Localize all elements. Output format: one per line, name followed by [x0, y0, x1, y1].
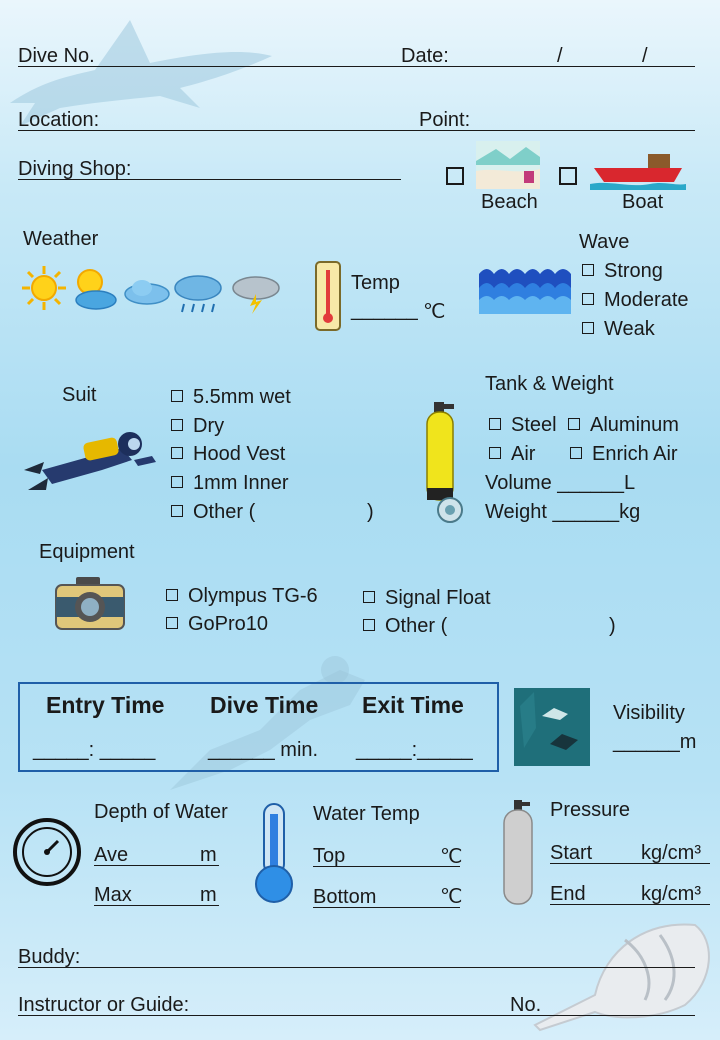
boat-label: Boat — [622, 191, 664, 213]
pressure-tank-icon — [498, 800, 538, 906]
depth-ave-line[interactable] — [94, 865, 219, 866]
point-label: Point: — [419, 109, 471, 131]
thunder-icon — [230, 272, 282, 316]
tank-enrich-checkbox[interactable] — [570, 447, 582, 459]
wave-label: Wave — [579, 231, 630, 253]
suit-checkbox-3[interactable] — [171, 447, 183, 459]
date-label: Date: — [401, 45, 449, 67]
suit-option-2[interactable]: Dry — [171, 414, 224, 438]
date-slash-2: / — [642, 45, 648, 67]
tank-steel-option[interactable]: Steel — [489, 413, 557, 437]
boat-checkbox[interactable] — [559, 167, 577, 185]
dive-no-label: Dive No. — [18, 45, 95, 67]
tank-air-checkbox[interactable] — [489, 447, 501, 459]
water-bottom-unit: ℃ — [440, 886, 463, 908]
suit-option-5[interactable]: Other ( — [171, 500, 255, 524]
water-bottom-line[interactable] — [313, 907, 460, 908]
depth-ave-unit: m — [200, 844, 217, 866]
date-slash-1: / — [557, 45, 563, 67]
depth-gauge-icon — [12, 817, 82, 887]
wave-strong-checkbox[interactable] — [582, 264, 594, 276]
tank-steel-checkbox[interactable] — [489, 418, 501, 430]
entry-time-blank[interactable]: _____: _____ — [33, 739, 156, 761]
wave-option-strong[interactable]: Strong — [582, 259, 663, 283]
equipment-option-3[interactable]: Signal Float — [363, 586, 491, 610]
beach-checkbox[interactable] — [446, 167, 464, 185]
location-line[interactable] — [18, 130, 695, 131]
tank-enrich-option[interactable]: Enrich Air — [570, 442, 678, 466]
camera-icon — [54, 575, 126, 631]
suit-other-close: ) — [367, 501, 374, 523]
location-label: Location: — [18, 109, 100, 131]
water-top-unit: ℃ — [440, 846, 463, 868]
equipment-label: Equipment — [39, 541, 135, 563]
equipment-checkbox-3[interactable] — [363, 591, 375, 603]
beach-icon — [476, 141, 540, 189]
water-temp-label: Water Temp — [313, 803, 420, 825]
tank-weight[interactable]: Weight ______kg — [485, 501, 641, 523]
wave-icon — [479, 264, 571, 314]
depth-max-line[interactable] — [94, 905, 219, 906]
dive-time-label: Dive Time — [210, 692, 319, 718]
suit-checkbox-4[interactable] — [171, 476, 183, 488]
exit-time-blank[interactable]: _____:_____ — [356, 739, 473, 761]
pressure-end-label: End — [550, 883, 586, 905]
water-top-label: Top — [313, 845, 346, 867]
pressure-end-unit: kg/cm³ — [641, 883, 701, 905]
beach-label: Beach — [481, 191, 538, 213]
pressure-start-unit: kg/cm³ — [641, 842, 701, 864]
equipment-other-close: ) — [609, 615, 616, 637]
instructor-no-label: No. — [510, 994, 542, 1016]
pressure-start-line[interactable] — [550, 863, 710, 864]
suit-option-3[interactable]: Hood Vest — [171, 442, 285, 466]
suit-checkbox-5[interactable] — [171, 505, 183, 517]
suit-option-1[interactable]: 5.5mm wet — [171, 385, 291, 409]
suit-label: Suit — [62, 384, 97, 406]
water-thermometer-icon — [252, 802, 296, 906]
depth-label: Depth of Water — [94, 801, 228, 823]
entry-time-label: Entry Time — [46, 692, 165, 718]
depth-max-label: Max — [94, 884, 132, 906]
tank-air-option[interactable]: Air — [489, 442, 535, 466]
temp-unit: ℃ — [423, 301, 446, 323]
wave-weak-checkbox[interactable] — [582, 322, 594, 334]
temp-label: Temp — [351, 272, 400, 294]
temp-blank[interactable]: ______ — [351, 299, 418, 321]
instructor-line[interactable] — [18, 1015, 695, 1016]
equipment-checkbox-4[interactable] — [363, 619, 375, 631]
suit-checkbox-2[interactable] — [171, 419, 183, 431]
diver-icon — [22, 428, 158, 496]
wave-moderate-checkbox[interactable] — [582, 293, 594, 305]
visibility-label: Visibility — [613, 702, 685, 724]
boat-icon — [590, 150, 686, 192]
tank-aluminum-option[interactable]: Aluminum — [568, 413, 679, 437]
dive-time-blank[interactable]: ______ min. — [208, 739, 319, 761]
manta-ray-icon — [514, 688, 590, 766]
weather-label: Weather — [23, 228, 99, 250]
depth-max-unit: m — [200, 884, 217, 906]
wave-option-weak[interactable]: Weak — [582, 317, 655, 341]
pressure-label: Pressure — [550, 799, 631, 821]
equipment-option-4[interactable]: Other ( — [363, 614, 447, 638]
equipment-checkbox-2[interactable] — [166, 617, 178, 629]
equipment-checkbox-1[interactable] — [166, 589, 178, 601]
equipment-option-1[interactable]: Olympus TG-6 — [166, 584, 318, 608]
buddy-label: Buddy: — [18, 946, 81, 968]
pressure-end-line[interactable] — [550, 904, 710, 905]
instructor-label: Instructor or Guide: — [18, 994, 190, 1016]
tank-aluminum-checkbox[interactable] — [568, 418, 580, 430]
diving-shop-line[interactable] — [18, 179, 401, 180]
sun-cloud-icon — [68, 262, 120, 312]
cloudy-icon — [122, 274, 172, 308]
equipment-option-2[interactable]: GoPro10 — [166, 612, 268, 636]
dive-no-line[interactable] — [18, 66, 695, 67]
pressure-start-label: Start — [550, 842, 593, 864]
sunny-icon — [20, 264, 68, 312]
tank-volume[interactable]: Volume ______L — [485, 472, 636, 494]
exit-time-label: Exit Time — [362, 692, 464, 718]
depth-ave-label: Ave — [94, 844, 129, 866]
tank-label: Tank & Weight — [485, 373, 614, 395]
water-top-line[interactable] — [313, 866, 460, 867]
visibility-blank[interactable]: ______m — [613, 731, 697, 753]
wave-option-moderate[interactable]: Moderate — [582, 288, 689, 312]
rain-icon — [172, 270, 224, 318]
thermometer-icon — [314, 260, 342, 332]
suit-option-4[interactable]: 1mm Inner — [171, 471, 289, 495]
water-bottom-label: Bottom — [313, 886, 377, 908]
tank-icon — [422, 402, 470, 528]
buddy-line[interactable] — [18, 967, 695, 968]
suit-checkbox-1[interactable] — [171, 390, 183, 402]
diving-shop-label: Diving Shop: — [18, 158, 132, 180]
